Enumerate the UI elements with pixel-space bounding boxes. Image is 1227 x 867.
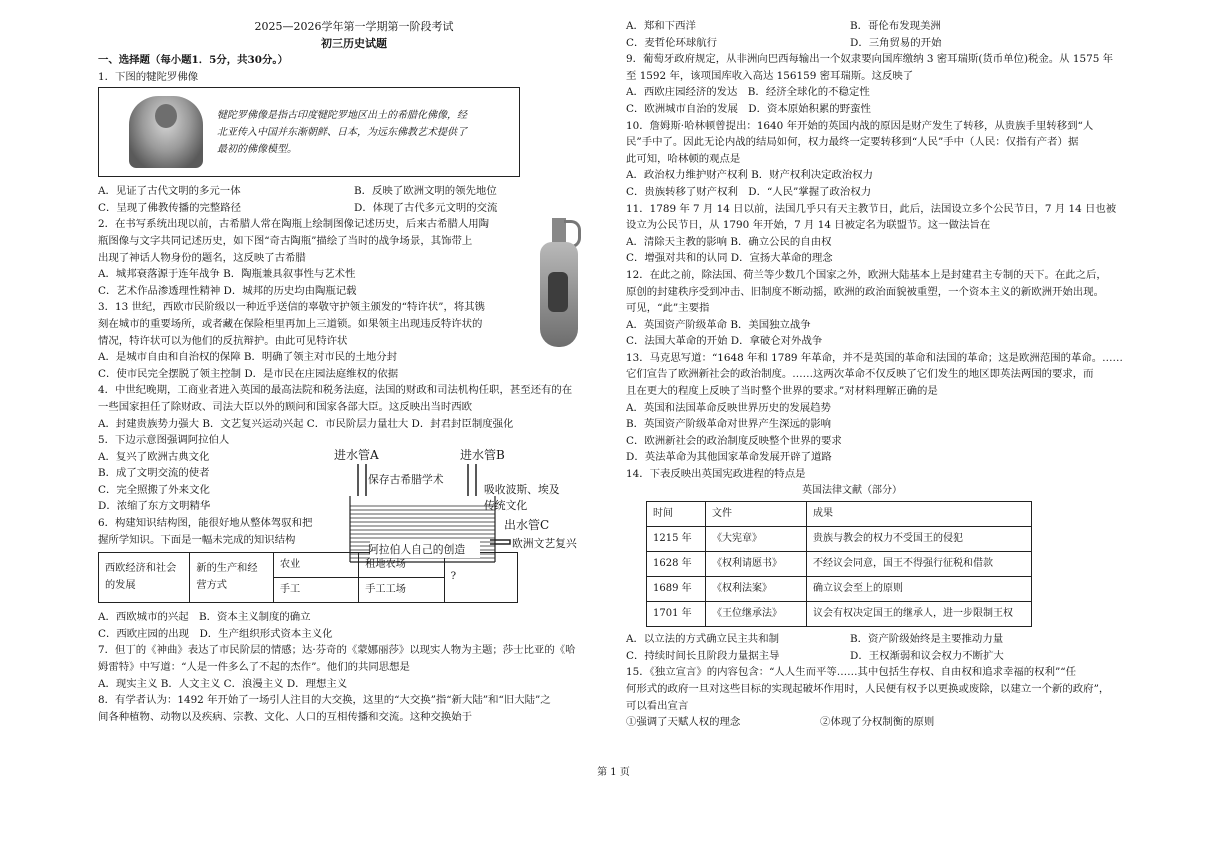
q7-line-1: 7．但丁的《神曲》表达了市民阶层的情感；达·芬奇的《蒙娜丽莎》以现实人物为主题；莎士比亚的《哈	[98, 644, 576, 657]
q4-line-2: 一些国家担任了除财政、司法大臣以外的顾问和国家各部大臣。这反映出当时西欧	[98, 400, 473, 413]
table-cell: 《权利法案》	[706, 577, 807, 602]
table-header-document: 文件	[706, 502, 807, 527]
q14-option-c[interactable]: C．持续时间长且阶段力量据主导	[626, 649, 780, 662]
q15-line-1: 15．《独立宣言》的内容包含：“人人生而平等……其中包括生存权、自由权和追求幸福的权利”“任	[626, 666, 1076, 679]
table-cell: 议会有权决定国王的继承人，进一步限制王权	[807, 602, 1032, 627]
table-cell: 确立议会至上的原则	[807, 577, 1032, 602]
q12-option-cd[interactable]: C．法国大革命的开始 D．拿破仑对外战争	[626, 335, 823, 348]
q1-material-box	[98, 87, 520, 177]
q11-option-cd[interactable]: C．增强对共和的认同 D．宣扬大革命的理念	[626, 252, 833, 265]
table-row	[647, 577, 1032, 602]
q10-line-2: 民”手中了。因此无论内战的结局如何，权力最终一定要转移到“人民”手中（人民：仅指有产者）据	[626, 136, 1079, 149]
q2-line-3: 出现了神话人物身份的题名，这反映了古希腊	[98, 251, 306, 264]
q13-option-b[interactable]: B．英国资产阶级革命对世界产生深远的影响	[626, 418, 832, 431]
q1-option-d[interactable]: D．体现了古代多元文明的交流	[354, 201, 498, 214]
table-header-time: 时间	[647, 502, 706, 527]
q13-option-d[interactable]: D．英法革命为其他国家革命发展开辟了道路	[626, 451, 832, 464]
q1-option-b[interactable]: B．反映了欧洲文明的领先地位	[354, 185, 497, 198]
q13-option-c[interactable]: C．欧洲新社会的政治制度反映整个世界的要求	[626, 434, 842, 447]
q6-option-ab[interactable]: A．西欧城市的兴起 B．资本主义制度的确立	[98, 611, 311, 624]
q1-material-text: 犍陀罗佛像是指古印度犍陀罗地区出土的希腊化佛像，经 北亚传入中国并东渐朝鲜、日本，为远东佛教艺术提供了 最初的佛像模型。	[217, 109, 467, 155]
renaissance-label: 欧洲文艺复兴	[512, 537, 577, 550]
q14-options-row1	[626, 631, 1138, 648]
q8-option-c[interactable]: C．麦哲伦环球航行	[626, 36, 718, 49]
q8-option-b[interactable]: B．哥伦布发现美洲	[850, 20, 941, 32]
q1-options-row1	[98, 183, 610, 200]
q4-line-1: 4．中世纪晚期，工商业者进入英国的最高法院和税务法庭，法国的财政和司法机构任职，甚至还有的在	[98, 384, 573, 397]
q6-line-1: 6．构建知识结构图，能很好地从整体驾驭和把	[98, 517, 313, 530]
table-cell: 1701 年	[647, 602, 706, 627]
table-header-result: 成果	[807, 502, 1032, 527]
q11-option-ab[interactable]: A．清除天主教的影响 B．确立公民的自由权	[626, 235, 832, 248]
table-cell: 1689 年	[647, 577, 706, 602]
q6-cell-handicraft: 手工	[273, 578, 358, 603]
q5-option-a[interactable]: A．复兴了欧洲古典文化	[98, 450, 210, 463]
q14-option-a[interactable]: A．以立法的方式确立民主共和制	[626, 633, 779, 646]
q15-line-3: 可以看出宣言	[626, 699, 689, 712]
q9-option-cd[interactable]: C．欧洲城市自治的发展 D．资本原始积累的野蛮性	[626, 102, 871, 115]
q15-option-2[interactable]: ②体现了分权制衡的原则	[820, 716, 935, 729]
q14-options-row2	[626, 648, 1138, 665]
q13-line-1: 13．马克思写道：“1648 年和 1789 年革命，并不是英国的革命和法国的革命；这是欧洲范围的革命。……	[626, 351, 1123, 364]
q5-option-c[interactable]: C．完全照搬了外来文化	[98, 483, 210, 496]
q1-stem: 1．下图的犍陀罗佛像	[98, 70, 199, 83]
q4-options[interactable]: A．封建贵族势力强大 B．文艺复兴运动兴起 C．市民阶层力量壮大 D．封君封臣制度强化	[98, 417, 514, 430]
q14-option-b[interactable]: B．资产阶级始终是主要推动力量	[850, 633, 1004, 646]
page-number: 第 1 页	[597, 767, 630, 778]
q15-option-1[interactable]: ①强调了天赋人权的理念	[626, 716, 741, 729]
q2-option-ab[interactable]: A．城邦衰落源于连年战争 B．陶瓶兼具叙事性与艺术性	[98, 268, 356, 281]
q8-options-row1	[626, 18, 1138, 35]
q5-option-b[interactable]: B．成了文明交流的使者	[98, 467, 210, 480]
table-cell: 贵族与教会的权力不受国王的侵犯	[807, 527, 1032, 552]
q14-stem: 14．下表反映出英国宪政进程的特点是	[626, 468, 806, 481]
q2-option-cd[interactable]: C．艺术作品渗透理性精神 D．城邦的历史均由陶瓶记载	[98, 284, 357, 297]
q3-line-2: 刻在城市的重要场所，或者藏在保险柜里再加上三道锁。如果领主出现违反特许状的	[98, 317, 483, 330]
outlet-c-label: 出水管C	[504, 518, 550, 532]
absorb-label-1: 吸收波斯、埃及	[484, 483, 560, 496]
q6-cell-question: ?	[444, 553, 517, 603]
q8-line-1: 8．有学者认为：1492 年开始了一场引人注目的大交换，这里的“大交换”指“新大陆”和“旧大陆”之	[98, 694, 551, 707]
table-header-row	[647, 502, 1032, 527]
exam-title: 2025—2026学年第一学期第一阶段考试	[254, 20, 454, 33]
q12-option-ab[interactable]: A．英国资产阶级革命 B．美国独立战争	[626, 318, 811, 331]
q13-line-3: 且在更大的程度上反映了当时整个世界的要求。”对材料理解正确的是	[626, 385, 938, 398]
table-cell: 《王位继承法》	[706, 602, 807, 627]
q9-line-2: 至 1592 年，该项国库收入高达 156159 密耳瑞斯。这反映了	[626, 69, 914, 82]
table-row	[647, 527, 1032, 552]
q9-option-ab[interactable]: A．西欧庄园经济的发达 B．经济全球化的不稳定性	[626, 86, 870, 99]
q5-stem: 5．下边示意图强调阿拉伯人	[98, 434, 230, 447]
section-heading: 一、选择题（每小题1．5分，共30分。）	[98, 54, 288, 66]
q10-line-3: 此可知，哈林顿的观点是	[626, 152, 741, 165]
q7-line-2: 姆雷特》中写道：“人是一件多么了不起的杰作”。他们的共同思想是	[98, 661, 410, 674]
q8-options-row2	[626, 35, 1138, 52]
q14-law-table	[646, 501, 1032, 627]
q13-option-a[interactable]: A．英国和法国革命反映世界历史的发展趋势	[626, 401, 831, 414]
q6-cell-workshop: 手工工场	[359, 578, 444, 603]
q14-table-title: 英国法律文献（部分）	[802, 484, 902, 496]
greek-vase-image	[528, 212, 588, 362]
q6-cell-farm: 租地农场	[359, 553, 444, 578]
q1-option-c[interactable]: C．呈现了佛教传播的完整路径	[98, 201, 242, 214]
left-column	[98, 18, 610, 725]
q6-option-cd[interactable]: C．西欧庄园的出现 D．生产组织形式资本主义化	[98, 627, 333, 640]
q10-option-cd[interactable]: C．贵族转移了财产权利 D．“人民”掌握了政治权力	[626, 185, 872, 198]
q3-line-1: 3．13 世纪，西欧市民阶级以一种近乎送信的辜敬守护领主颁发的“特许状”，将其镌	[98, 301, 486, 314]
q3-option-ab[interactable]: A．是城市自由和自治权的保障 B．明确了领主对市民的土地分封	[98, 351, 397, 364]
q3-line-3: 情况，特许状可以为他们的反抗辩护。由此可见特许状	[98, 334, 348, 347]
inlet-b-label: 进水管B	[460, 448, 505, 462]
q5-diagram-labels	[330, 444, 600, 564]
q13-line-2: 它们宣告了欧洲新社会的政治制度。……这两次革命不仅反映了它们发生的地区即英法两国的要求，而	[626, 368, 1094, 381]
buddha-statue-image	[129, 96, 203, 168]
q2-line-2: 瓶图像与文字共同记述历史，如下图“奇古陶瓶”描绘了当时的战争场景，其饰带上	[98, 234, 473, 247]
q15-options-row	[626, 714, 1138, 731]
q10-option-ab[interactable]: A．政治权力维护财产权利 B．财产权利决定政治权力	[626, 169, 874, 182]
q8-option-a[interactable]: A．郑和下西洋	[626, 20, 696, 32]
q11-line-1: 11．1789 年 7 月 14 日以前，法国几乎只有天主教节日，此后，法国设立多个公民节日，7 月 14 日也被	[626, 202, 1117, 215]
q5-option-d[interactable]: D．浓缩了东方文明精华	[98, 500, 211, 513]
q6-line-2: 握所学知识。下面是一幅未完成的知识结构	[98, 533, 296, 546]
table-cell: 1628 年	[647, 552, 706, 577]
q8-line-2: 间各种植物、动物以及疾病、宗教、文化、人口的互相传播和交流。这种交换始于	[98, 710, 473, 723]
table-cell: 不经议会同意，国王不得强行征税和借款	[807, 552, 1032, 577]
q12-line-3: 可见，“此”主要指	[626, 302, 710, 315]
q6-cell-agriculture: 农业	[273, 553, 358, 578]
q6-cell-economy: 西欧经济和社会的发展	[99, 553, 190, 603]
q6-cell-production: 新的生产和经营方式	[190, 553, 273, 603]
preserve-label: 保存古希腊学术	[368, 473, 444, 486]
arab-creation-label: 阿拉伯人自己的创造	[368, 543, 466, 556]
inlet-a-label: 进水管A	[334, 448, 379, 462]
table-row	[647, 602, 1032, 627]
q10-line-1: 10．詹姆斯·哈林顿曾提出：1640 年开始的英国内战的原因是财产发生了转移，从贵族手里转移到“人	[626, 119, 1094, 132]
right-column	[626, 18, 1138, 731]
table-row	[647, 552, 1032, 577]
q15-line-2: 何形式的政府一旦对这些目标的实现起破坏作用时，人民便有权予以更换或废除，以建立一个新的政府”，	[626, 683, 1110, 695]
q14-option-d[interactable]: D．王权渐弱和议会权力不断扩大	[850, 649, 1004, 662]
q12-line-1: 12．在此之前，除法国、荷兰等少数几个国家之外，欧洲大陆基本上是封建君主专制的天下。在此之后，	[626, 268, 1107, 281]
table-cell: 《权利请愿书》	[706, 552, 807, 577]
q1-option-a[interactable]: A．见证了古代文明的多元一体	[98, 185, 241, 198]
table-cell: 1215 年	[647, 527, 706, 552]
q9-line-1: 9．葡萄牙政府规定，从非洲向巴西每输出一个奴隶要向国库缴纳 3 密耳瑞斯(货币单位)税金。从 1575 年	[626, 53, 1113, 66]
q8-option-d[interactable]: D．三角贸易的开始	[850, 36, 942, 49]
exam-subtitle: 初三历史试题	[321, 37, 387, 50]
table-cell: 《大宪章》	[706, 527, 807, 552]
q3-option-cd[interactable]: C．使市民完全摆脱了领主控制 D．是市民在庄园法庭维权的依据	[98, 367, 399, 380]
q2-line-1: 2．在书写系统出现以前，古希腊人常在陶瓶上绘制图像记述历史，后来古希腊人用陶	[98, 218, 490, 231]
q11-line-2: 设立为公民节日，从 1790 年开始，7 月 14 日被定名为联盟节。这一做法旨在	[626, 219, 991, 232]
q12-line-2: 原创的封建秩序受到冲击、旧制度不断动摇，欧洲的政治面貌被重塑，一个资本主义的新欧洲开始出现。	[626, 285, 1104, 298]
absorb-label-2: 传统文化	[484, 499, 528, 512]
q7-options[interactable]: A．现实主义 B．人文主义 C．浪漫主义 D．理想主义	[98, 677, 348, 690]
